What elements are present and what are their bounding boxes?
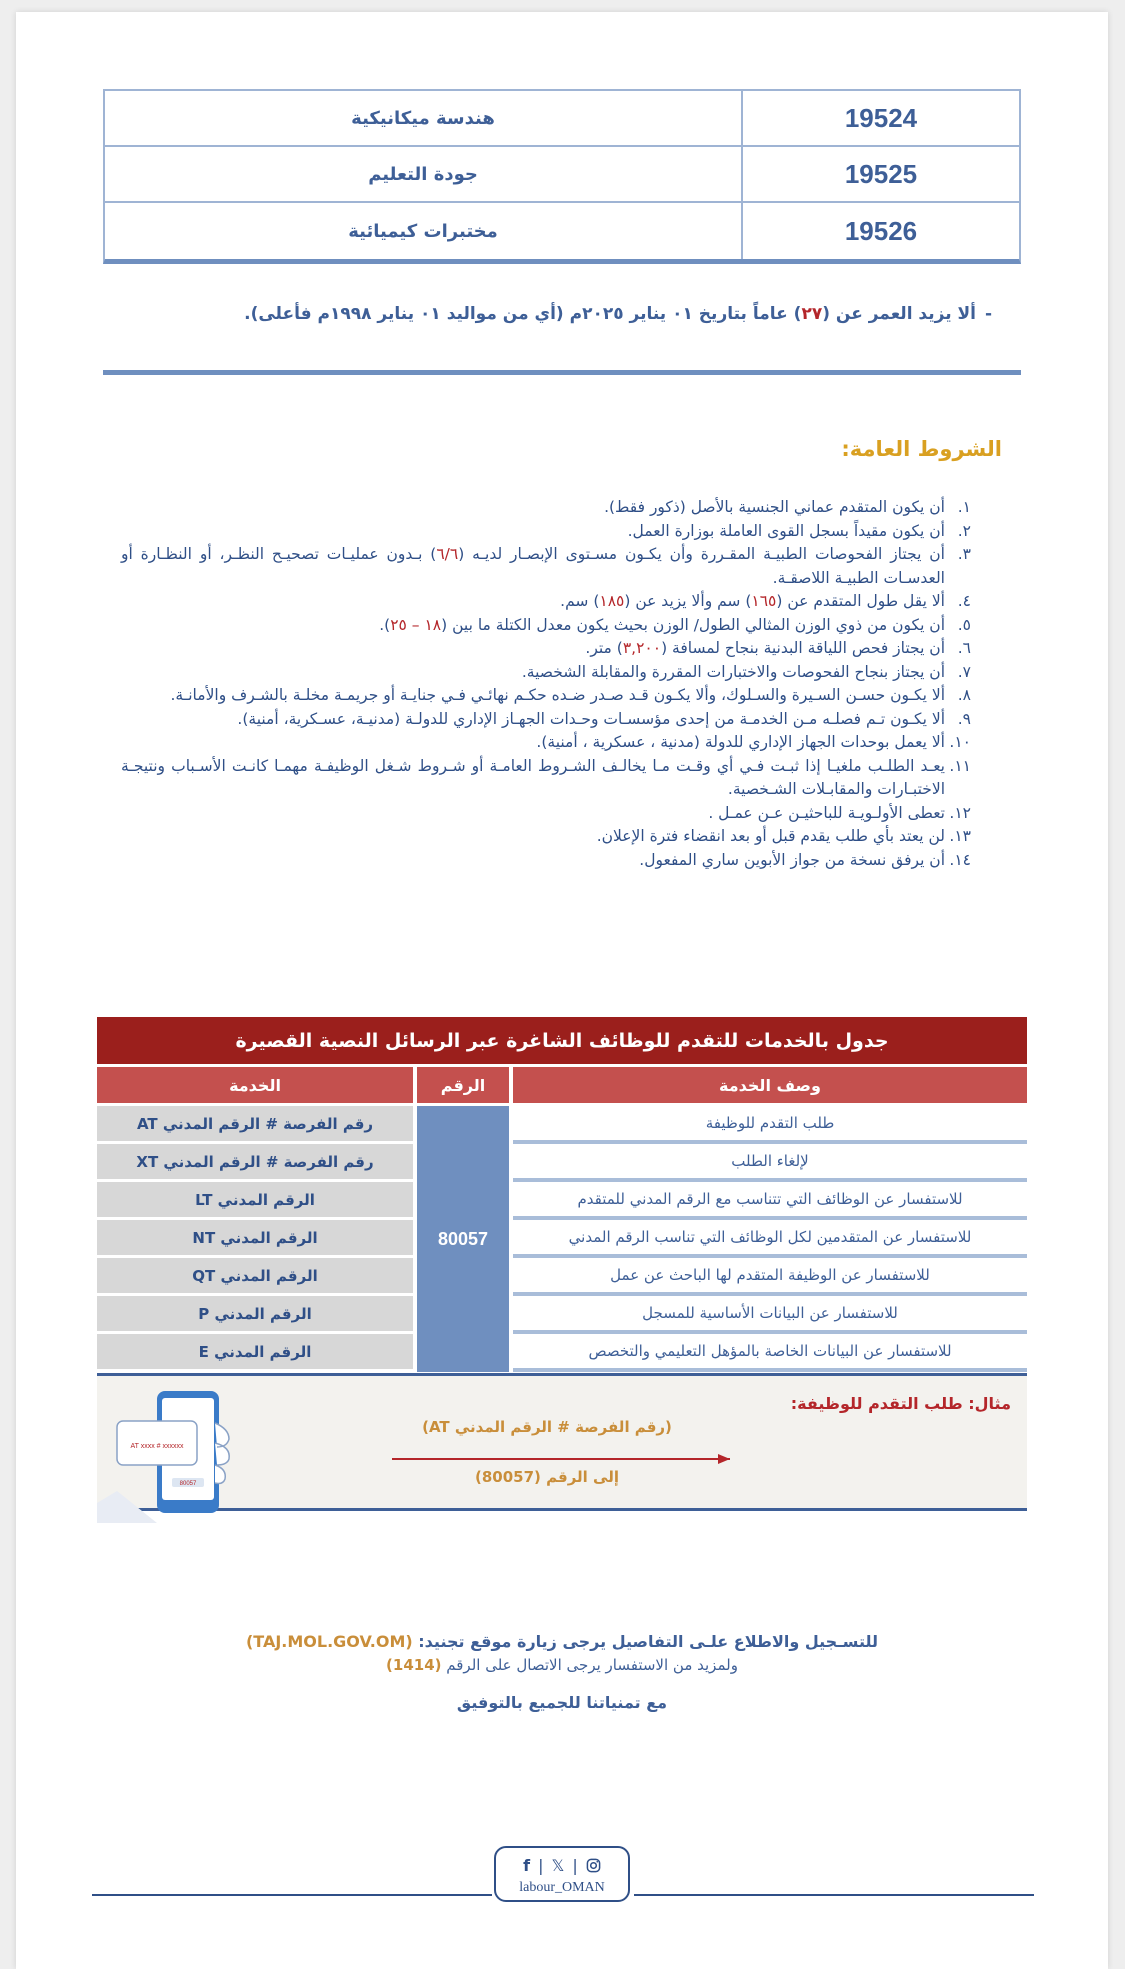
condition-number: ١. <box>957 498 971 516</box>
condition-number: ٩. <box>957 709 971 728</box>
service-code: رقم الفرصة # الرقم المدني XT <box>97 1144 413 1179</box>
service-column <box>97 1106 413 1372</box>
condition-fragment: ألا يعمل بوحدات الجهاز الإداري للدولة (مدنية ، عسكرية ، أمنية). <box>536 733 945 751</box>
description-column <box>513 1106 1027 1372</box>
condition-value: ١٦٥ <box>751 592 777 610</box>
registration-info <box>16 1632 1108 1651</box>
major-name: هندسة ميكانيكية <box>351 107 495 129</box>
x-icon[interactable]: 𝕏 <box>551 1856 565 1875</box>
service-code: الرقم المدني LT <box>97 1182 413 1217</box>
service-description: للاستفسار عن البيانات الخاصة بالمؤهل التعليمي والتخصص <box>513 1334 1027 1372</box>
example-format: (رقم الفرصة # الرقم المدني AT) <box>422 1418 672 1436</box>
condition-text <box>121 849 945 873</box>
footer-divider <box>634 1894 1034 1896</box>
header-service: الخدمة <box>97 1067 413 1103</box>
condition-fragment: أن يرفق نسخة من جواز الأبوين ساري المفعول. <box>639 850 945 869</box>
example-destination: إلى الرقم (80057) <box>475 1468 619 1486</box>
service-code: الرقم المدني E <box>97 1334 413 1369</box>
condition-text <box>121 802 945 826</box>
inquiry-info <box>16 1656 1108 1674</box>
condition-number: ٥. <box>957 615 971 634</box>
header-number: الرقم <box>417 1067 509 1103</box>
condition-item <box>121 543 971 590</box>
condition-number: ٤. <box>957 592 971 610</box>
service-code: الرقم المدني QT <box>97 1258 413 1293</box>
condition-number: ١٤. <box>949 850 971 869</box>
phone-message: AT xxxx # xxxxxx <box>130 1443 184 1450</box>
general-conditions-list <box>121 496 971 872</box>
condition-fragment: ألا يكـون حسـن السـيرة والسـلوك، وألا يكـون قـد صـدر ضـده حكـم نهائـي فـي جنايـة أو جريمـة مخلـة بالشـرف والأمانـة. <box>170 686 945 704</box>
service-code: الرقم المدني NT <box>97 1220 413 1255</box>
condition-number: ٧. <box>957 662 971 681</box>
separator: | <box>572 1856 578 1875</box>
major-code: 19525 <box>741 147 1019 201</box>
social-handle: labour_OMAN <box>519 1880 605 1895</box>
condition-item <box>121 590 971 614</box>
condition-item <box>121 802 971 826</box>
condition-fragment: ) متر. <box>585 639 623 657</box>
condition-fragment: أن يكون من ذوي الوزن المثالي الطول/ الوزن بحيث يكون معدل الكتلة ما بين ( <box>441 615 945 634</box>
bullet-dash: - <box>984 304 992 324</box>
condition-item <box>121 520 971 544</box>
age-text: ألا يزيد العمر عن ( <box>822 304 976 324</box>
condition-item <box>121 731 971 755</box>
condition-value: ٣,٢٠٠ <box>622 639 662 657</box>
condition-item <box>121 661 971 685</box>
condition-text <box>121 590 945 614</box>
condition-text <box>121 614 945 638</box>
service-description: للاستفسار عن البيانات الأساسية للمسجل <box>513 1296 1027 1334</box>
condition-item <box>121 637 971 661</box>
service-description: للاستفسار عن المتقدمين لكل الوظائف التي تناسب الرقم المدني <box>513 1220 1027 1258</box>
major-code: 19524 <box>741 91 1019 145</box>
condition-fragment: أن يجتاز الفحوصات الطبيـة المقـررة وأن يكـون مسـتوى الإبصـار لديـه ( <box>458 545 945 563</box>
condition-fragment: ) سم وألا يزيد عن ( <box>624 592 752 610</box>
service-description: للاستفسار عن الوظائف التي تتناسب مع الرقم المدني للمتقدم <box>513 1182 1027 1220</box>
inquiry-text: ولمزيد من الاستفسار يرجى الاتصال على الرقم <box>446 1656 738 1674</box>
condition-number: ١٠. <box>949 733 971 751</box>
condition-number: ١٢. <box>949 803 971 822</box>
sms-table-body <box>97 1106 1027 1372</box>
major-name: جودة التعليم <box>368 163 478 185</box>
condition-fragment: يعـد الطلـب ملغيـا إذا ثبـت فـي أي وقـت مـا يخالـف الشـروط العامـة أو شـروط شـغل الوظيفـة مهمـا كانـت الأسـباب ونتيجـة الاختبـارات والمقابـلات الشـخصية. <box>121 756 945 798</box>
table-row <box>105 91 1019 147</box>
condition-text <box>121 708 945 732</box>
condition-item <box>121 849 971 873</box>
inquiry-number: (1414) <box>386 1656 442 1674</box>
condition-fragment: أن يجتاز بنجاح الفحوصات والاختبارات المقررة والمقابلة الشخصية. <box>521 662 945 681</box>
service-description: طلب التقدم للوظيفة <box>513 1106 1027 1144</box>
condition-fragment: ) بـدون عمليـات تصحيـح النظـر، أو النظـارة أو العدسـات الطبيـة اللاصقـة. <box>121 545 945 587</box>
closing-wishes: مع تمنياتنا للجميع بالتوفيق <box>456 1693 668 1712</box>
condition-value: ٦/٦ <box>436 545 459 563</box>
condition-fragment: تعطى الأولـويـة للباحثيـن عـن عمـل . <box>708 803 945 822</box>
major-code: 19526 <box>741 203 1019 259</box>
sms-services-table <box>97 1017 1027 1511</box>
age-text: ) عاماً بتاريخ ٠١ يناير ٢٠٢٥م (أي من مواليد ٠١ يناير ١٩٩٨م فأعلى). <box>244 304 802 324</box>
facebook-icon[interactable]: f <box>523 1856 531 1875</box>
condition-item <box>121 755 971 802</box>
condition-item <box>121 708 971 732</box>
condition-text <box>121 520 945 544</box>
service-description: لإلغاء الطلب <box>513 1144 1027 1182</box>
age-value: ٢٧ <box>801 304 823 324</box>
condition-text <box>121 825 945 849</box>
general-conditions-title: الشروط العامة: <box>841 437 1002 461</box>
arrow-icon <box>380 1453 730 1465</box>
instagram-icon[interactable] <box>586 1856 601 1875</box>
condition-fragment: ). <box>379 615 391 634</box>
condition-text <box>121 637 945 661</box>
separator: | <box>538 1856 544 1875</box>
example-label: مثال: طلب التقدم للوظيفة: <box>790 1394 1011 1413</box>
footer-divider <box>92 1894 492 1896</box>
table-row <box>105 203 1019 259</box>
phone-number: 80057 <box>179 1481 197 1487</box>
registration-site-link[interactable]: (TAJ.MOL.GOV.OM) <box>245 1632 413 1651</box>
condition-fragment: أن يجتاز فحص اللياقة البدنية بنجاح لمسافة ( <box>661 639 945 657</box>
condition-item <box>121 496 971 520</box>
header-description: وصف الخدمة <box>513 1067 1027 1103</box>
condition-text <box>121 755 945 802</box>
condition-number: ٦. <box>957 639 971 657</box>
condition-value: ١٨٥ <box>599 592 625 610</box>
sms-table-title: جدول بالخدمات للتقدم للوظائف الشاغرة عبر الرسائل النصية القصيرة <box>97 1017 1027 1064</box>
condition-text <box>121 496 945 520</box>
age-condition <box>96 304 976 324</box>
page <box>16 12 1108 1969</box>
condition-number: ٣. <box>957 545 971 563</box>
service-code: الرقم المدني P <box>97 1296 413 1331</box>
condition-item <box>121 825 971 849</box>
condition-fragment: ألا يكـون تـم فصلـه مـن الخدمـة من إحدى مؤسسـات وحـدات الجهـاز الإداري للدولـة (مدنيـة، عسـكرية، أمنية). <box>237 709 945 728</box>
condition-number: ٨. <box>957 686 971 704</box>
condition-item <box>121 614 971 638</box>
service-description: للاستفسار عن الوظيفة المتقدم لها الباحث عن عمل <box>513 1258 1027 1296</box>
condition-fragment: ) سم. <box>560 592 600 610</box>
condition-text <box>121 731 945 755</box>
majors-table <box>103 89 1021 264</box>
condition-text <box>121 684 945 708</box>
sms-number: 80057 <box>417 1106 509 1372</box>
social-badge[interactable] <box>494 1846 630 1902</box>
condition-text <box>121 543 945 590</box>
major-name: مختبرات كيميائية <box>348 220 498 242</box>
condition-value: ١٨ – ٢٥ <box>390 615 442 634</box>
condition-fragment: أن يكون المتقدم عماني الجنسية بالأصل (ذكور فقط). <box>604 498 945 516</box>
condition-fragment: لن يعتد بأي طلب يقدم قبل أو بعد انقضاء فترة الإعلان. <box>596 827 945 845</box>
section-divider <box>103 370 1021 375</box>
condition-text <box>121 661 945 685</box>
condition-item <box>121 684 971 708</box>
social-icons <box>496 1856 628 1875</box>
condition-fragment: ألا يقل طول المتقدم عن ( <box>776 592 945 610</box>
condition-fragment: أن يكون مقيداً بسجل القوى العاملة بوزارة العمل. <box>627 521 945 540</box>
condition-number: ١١. <box>949 756 971 775</box>
sms-table-header <box>97 1067 1027 1103</box>
table-row <box>105 147 1019 203</box>
registration-text: للتسـجيل والاطلاع علـى التفاصيل يرجى زيارة موقع تجنيد: <box>418 1632 879 1651</box>
phone-icon <box>97 1373 247 1523</box>
condition-number: ٢. <box>957 521 971 540</box>
service-code: رقم الفرصة # الرقم المدني AT <box>97 1106 413 1141</box>
condition-number: ١٣. <box>949 827 971 845</box>
example-panel <box>97 1376 1027 1508</box>
